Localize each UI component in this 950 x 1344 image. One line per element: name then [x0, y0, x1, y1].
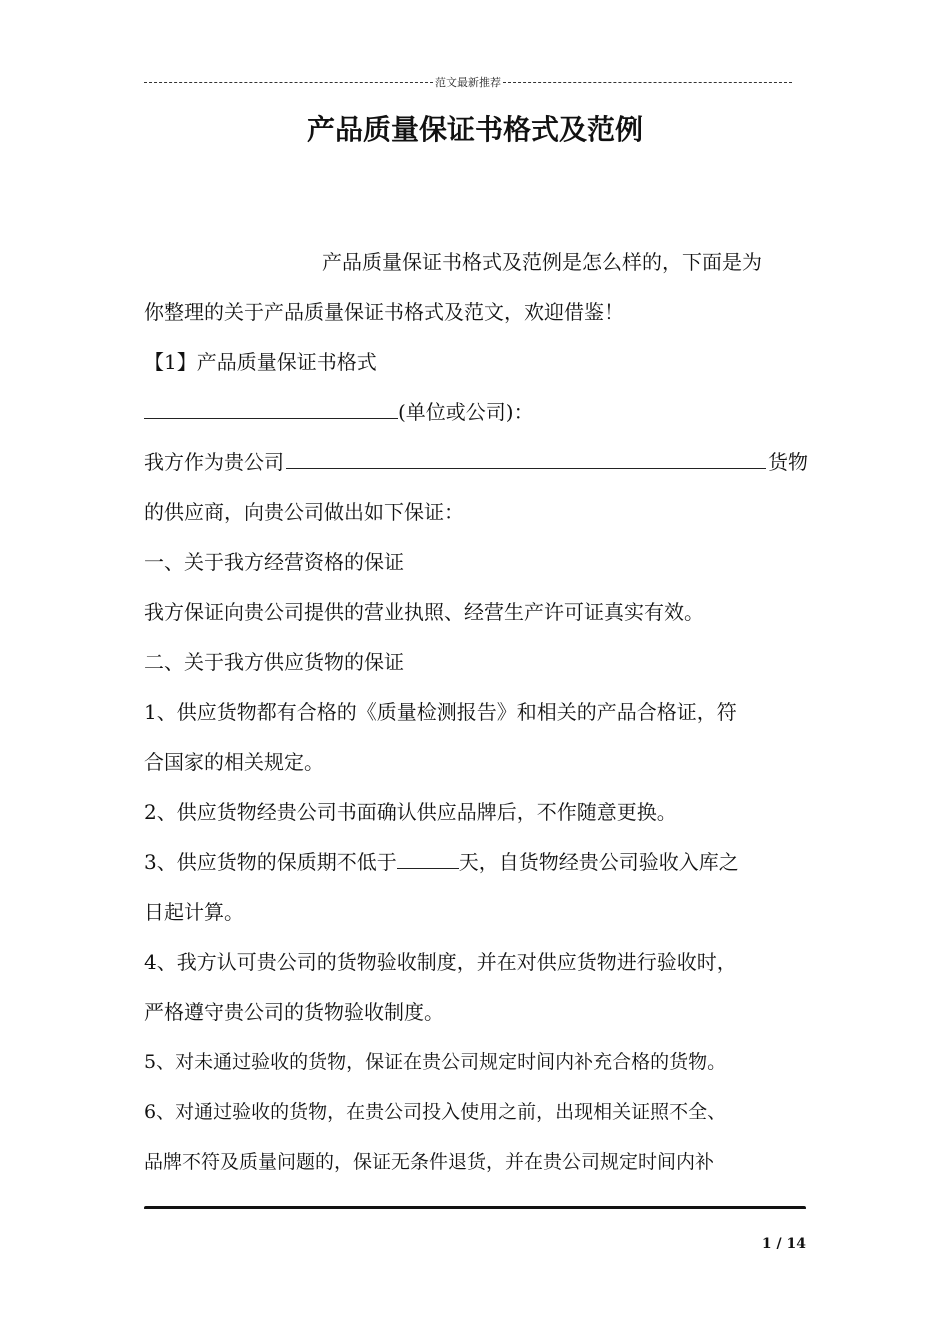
item-3-blank — [397, 850, 459, 869]
item-1-line-2: 合国家的相关规定。 — [144, 750, 324, 774]
part1-heading: 一、关于我方经营资格的保证 — [144, 550, 404, 574]
part2-heading: 二、关于我方供应货物的保证 — [144, 650, 404, 674]
item-6-line-1: 6、对通过验收的货物，在贵公司投入使用之前，出现相关证照不全、 — [144, 1101, 727, 1123]
supplier-line — [144, 450, 808, 474]
addressee-suffix: (单位或公司)： — [398, 400, 534, 424]
header-label: 范文最新推荐 — [435, 76, 501, 89]
section-heading: 【1】产品质量保证书格式 — [144, 350, 377, 374]
header-dash-right — [503, 82, 792, 83]
document-title: 产品质量保证书格式及范例 — [306, 113, 643, 146]
item-2: 2、供应货物经贵公司书面确认供应品牌后，不作随意更换。 — [144, 800, 677, 824]
supplier-prefix: 我方作为贵公司 — [144, 450, 284, 474]
page-header — [144, 72, 792, 92]
addressee-line — [144, 400, 808, 424]
item-6-line-2: 品牌不符及质量问题的，保证无条件退货，并在贵公司规定时间内补 — [144, 1151, 715, 1173]
intro-line-2: 你整理的关于产品质量保证书格式及范文，欢迎借鉴！ — [144, 300, 624, 324]
page-number: 1 / 14 — [761, 1236, 806, 1252]
item-3-line-1 — [144, 850, 808, 874]
item-3-line-2: 日起计算。 — [144, 900, 244, 924]
supplier-line-2: 的供应商，向贵公司做出如下保证： — [144, 500, 464, 524]
item-4-line-2: 严格遵守贵公司的货物验收制度。 — [144, 1000, 444, 1024]
footer-rule — [144, 1206, 806, 1210]
addressee-blank — [144, 400, 398, 419]
part1-text: 我方保证向贵公司提供的营业执照、经营生产许可证真实有效。 — [144, 600, 704, 624]
item-3-prefix: 3、供应货物的保质期不低于 — [144, 850, 397, 874]
item-4-line-1: 4、我方认可贵公司的货物验收制度，并在对供应货物进行验收时， — [144, 950, 737, 974]
item-3-suffix: 天，自货物经贵公司验收入库之 — [458, 850, 739, 874]
supplier-suffix: 货物 — [768, 450, 808, 474]
intro-line-1: 产品质量保证书格式及范例是怎么样的，下面是为 — [322, 250, 762, 274]
header-dash-left — [144, 82, 433, 83]
item-1-line-1: 1、供应货物都有合格的《质量检测报告》和相关的产品合格证，符 — [144, 700, 737, 724]
item-5: 5、对未通过验收的货物，保证在贵公司规定时间内补充合格的货物。 — [144, 1051, 727, 1073]
supplier-blank — [286, 450, 766, 469]
